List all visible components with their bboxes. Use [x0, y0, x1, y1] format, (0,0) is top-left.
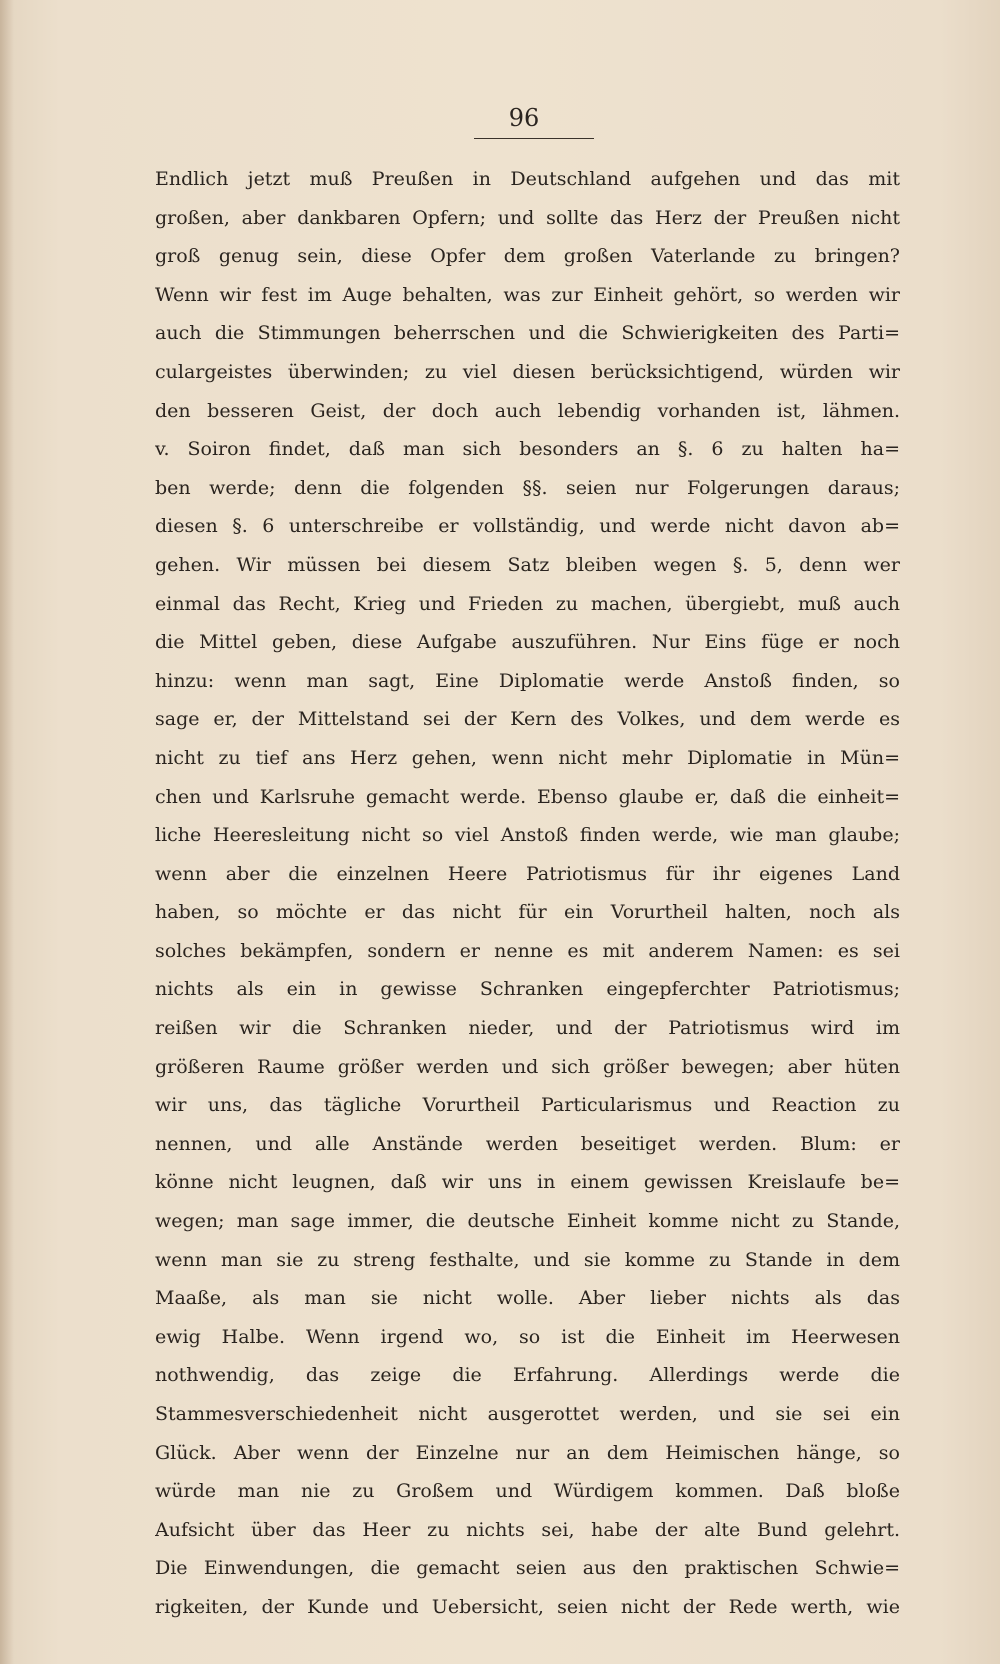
body-text: [155, 160, 900, 1627]
text-line: wenn aber die einzelnen Heere Patriotismus für ihr eigenes Land: [155, 862, 900, 885]
text-line: nennen, und alle Anstände werden beseitiget werden. Blum: er: [155, 1132, 900, 1155]
text-line: nichts als ein in gewisse Schranken eingepferchter Patriotismus;: [155, 978, 900, 1001]
text-line: culargeistes überwinden; zu viel diesen berücksichtigend, würden wir: [155, 360, 900, 383]
text-line: großen, aber dankbaren Opfern; und sollte das Herz der Preußen nicht: [155, 206, 900, 229]
text-line: die Mittel geben, diese Aufgabe auszuführen. Nur Eins füge er noch: [155, 631, 900, 654]
text-line: Die Einwendungen, die gemacht seien aus den praktischen Schwie=: [155, 1557, 900, 1580]
text-line: liche Heeresleitung nicht so viel Anstoß finden werde, wie man glaube;: [155, 824, 900, 847]
text-line: rigkeiten, der Kunde und Uebersicht, seien nicht der Rede werth, wie: [155, 1595, 900, 1618]
text-line: Glück. Aber wenn der Einzelne nur an dem Heimischen hänge, so: [155, 1441, 900, 1464]
header-rule: [474, 138, 594, 139]
text-line: könne nicht leugnen, daß wir uns in einem gewissen Kreislaufe be=: [155, 1171, 900, 1194]
text-line: chen und Karlsruhe gemacht werde. Ebenso glaube er, daß die einheit=: [155, 785, 900, 808]
text-line: hinzu: wenn man sagt, Eine Diplomatie werde Anstoß finden, so: [155, 669, 900, 692]
text-line: wenn man sie zu streng festhalte, und sie komme zu Stande in dem: [155, 1248, 900, 1271]
text-line: wegen; man sage immer, die deutsche Einheit komme nicht zu Stande,: [155, 1210, 900, 1233]
text-line: ben werde; denn die folgenden §§. seien nur Folgerungen daraus;: [155, 476, 900, 499]
text-line: nicht zu tief ans Herz gehen, wenn nicht mehr Diplomatie in Mün=: [155, 746, 900, 769]
text-line: sage er, der Mittelstand sei der Kern des Volkes, und dem werde es: [155, 708, 900, 731]
text-line: reißen wir die Schranken nieder, und der Patriotismus wird im: [155, 1017, 900, 1040]
text-line: wir uns, das tägliche Vorurtheil Particularismus und Reaction zu: [155, 1094, 900, 1117]
text-line: ewig Halbe. Wenn irgend wo, so ist die Einheit im Heerwesen: [155, 1325, 900, 1348]
text-line: v. Soiron findet, daß man sich besonders an §. 6 zu halten ha=: [155, 438, 900, 461]
page-number: 96: [508, 104, 540, 132]
text-line: würde man nie zu Großem und Würdigem kommen. Daß bloße: [155, 1480, 900, 1503]
text-line: einmal das Recht, Krieg und Frieden zu machen, übergiebt, muß auch: [155, 592, 900, 615]
page-edge-shadow: [0, 0, 14, 1664]
text-line: Stammesverschiedenheit nicht ausgerottet werden, und sie sei ein: [155, 1403, 900, 1425]
text-line: nothwendig, das zeige die Erfahrung. Allerdings werde die: [155, 1364, 900, 1387]
text-line: Maaße, als man sie nicht wolle. Aber lieber nichts als das: [155, 1287, 900, 1310]
text-line: haben, so möchte er das nicht für ein Vorurtheil halten, noch als: [155, 901, 900, 924]
text-line: auch die Stimmungen beherrschen und die Schwierigkeiten des Parti=: [155, 322, 900, 345]
text-line: den besseren Geist, der doch auch lebendig vorhanden ist, lähmen.: [155, 399, 900, 422]
text-line: gehen. Wir müssen bei diesem Satz bleiben wegen §. 5, denn wer: [155, 553, 900, 576]
text-line: Wenn wir fest im Auge behalten, was zur Einheit gehört, so werden wir: [155, 283, 900, 306]
text-line: Aufsicht über das Heer zu nichts sei, habe der alte Bund gelehrt.: [155, 1518, 900, 1541]
text-line: größeren Raume größer werden und sich größer bewegen; aber hüten: [155, 1055, 900, 1078]
text-line: diesen §. 6 unterschreibe er vollständig, und werde nicht davon ab=: [155, 515, 900, 538]
text-line: groß genug sein, diese Opfer dem großen Vaterlande zu bringen?: [155, 245, 900, 268]
text-line: solches bekämpfen, sondern er nenne es mit anderem Namen: es sei: [155, 939, 900, 962]
text-line: Endlich jetzt muß Preußen in Deutschland aufgehen und das mit: [155, 168, 900, 190]
